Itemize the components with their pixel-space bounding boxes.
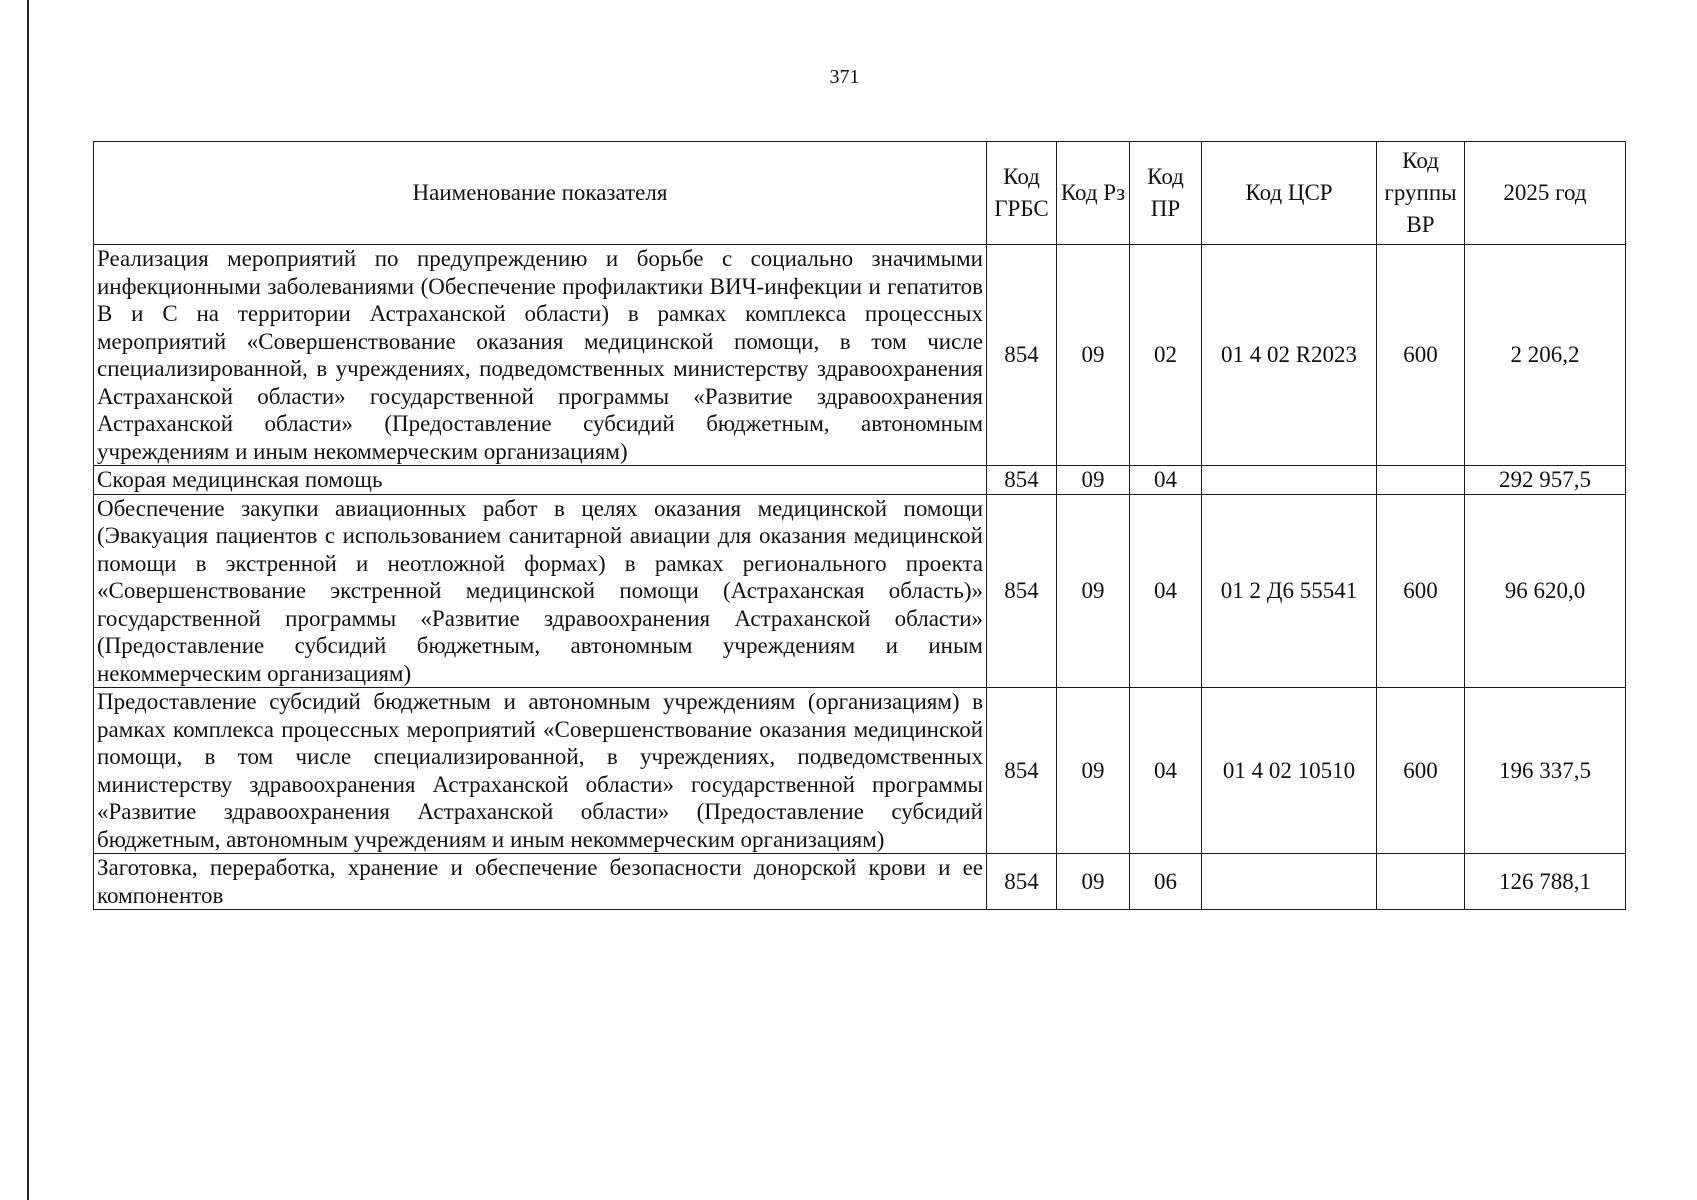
row-name: Заготовка, переработка, хранение и обеспечение безопасности донорской крови и ее компонентов <box>94 854 987 910</box>
header-pr: Код ПР <box>1130 142 1202 245</box>
row-pr: 06 <box>1130 854 1202 910</box>
row-grbs: 854 <box>987 245 1057 466</box>
row-pr: 04 <box>1130 494 1202 688</box>
row-rz: 09 <box>1057 854 1130 910</box>
table-row <box>94 466 1626 495</box>
header-year: 2025 год <box>1465 142 1626 245</box>
row-csr: 01 4 02 R2023 <box>1202 245 1377 466</box>
row-csr: 01 4 02 10510 <box>1202 688 1377 854</box>
row-name: Предоставление субсидий бюджетным и автономным учреждениям (организациям) в рамках комплекса процессных мероприятий «Совершенствование оказания медицинской помощи, в том числе специализированной, в учреждениях, подведомственных министерству здравоохранения Астраханской области» государственной программы «Развитие здравоохранения Астраханской области» (Предоставление субсидий бюджетным, автономным учреждениям и иным некоммерческим организациям) <box>94 688 987 854</box>
row-rz: 09 <box>1057 688 1130 854</box>
row-amount: 292 957,5 <box>1465 466 1626 495</box>
header-vr: Код группы ВР <box>1377 142 1465 245</box>
row-name: Обеспечение закупки авиационных работ в целях оказания медицинской помощи (Эвакуация пациентов с использованием санитарной авиации для оказания медицинской помощи в экстренной и неотложной формах) в рамках регионального проекта «Совершенствование экстренной медицинской помощи (Астраханская область)» государственной программы «Развитие здравоохранения Астраханской области» (Предоставление субсидий бюджетным, автономным учреждениям и иным некоммерческим организациям) <box>94 494 987 688</box>
row-vr: 600 <box>1377 245 1465 466</box>
row-amount: 196 337,5 <box>1465 688 1626 854</box>
header-name: Наименование показателя <box>94 142 987 245</box>
header-csr: Код ЦСР <box>1202 142 1377 245</box>
table-row <box>94 245 1626 466</box>
row-vr <box>1377 854 1465 910</box>
row-amount: 2 206,2 <box>1465 245 1626 466</box>
page-number-text: 371 <box>829 66 860 88</box>
row-pr: 04 <box>1130 466 1202 495</box>
row-vr: 600 <box>1377 688 1465 854</box>
budget-table <box>93 141 1626 910</box>
row-rz: 09 <box>1057 466 1130 495</box>
row-rz: 09 <box>1057 245 1130 466</box>
row-grbs: 854 <box>987 466 1057 495</box>
row-csr <box>1202 466 1377 495</box>
row-amount: 96 620,0 <box>1465 494 1626 688</box>
row-csr: 01 2 Д6 55541 <box>1202 494 1377 688</box>
row-vr: 600 <box>1377 494 1465 688</box>
row-pr: 04 <box>1130 688 1202 854</box>
row-name: Реализация мероприятий по предупреждению и борьбе с социально значимыми инфекционными заболеваниями (Обеспечение профилактики ВИЧ-инфекции и гепатитов В и С на территории Астраханской области) в рамках комплекса процессных мероприятий «Совершенствование оказания медицинской помощи, в том числе специализированной, в учреждениях, подведомственных министерству здравоохранения Астраханской области» государственной программы «Развитие здравоохранения Астраханской области» (Предоставление субсидий бюджетным, автономным учреждениям и иным некоммерческим организациям) <box>94 245 987 466</box>
row-grbs: 854 <box>987 688 1057 854</box>
page-number <box>0 66 1697 89</box>
header-rz: Код Рз <box>1057 142 1130 245</box>
row-vr <box>1377 466 1465 495</box>
row-name: Скорая медицинская помощь <box>94 466 987 495</box>
header-grbs: Код ГРБС <box>987 142 1057 245</box>
binding-margin-line <box>27 0 29 1200</box>
table-row <box>94 494 1626 688</box>
row-pr: 02 <box>1130 245 1202 466</box>
row-rz: 09 <box>1057 494 1130 688</box>
table-header-row <box>94 142 1626 245</box>
row-grbs: 854 <box>987 854 1057 910</box>
row-grbs: 854 <box>987 494 1057 688</box>
row-csr <box>1202 854 1377 910</box>
row-amount: 126 788,1 <box>1465 854 1626 910</box>
table-row <box>94 854 1626 910</box>
table-row <box>94 688 1626 854</box>
